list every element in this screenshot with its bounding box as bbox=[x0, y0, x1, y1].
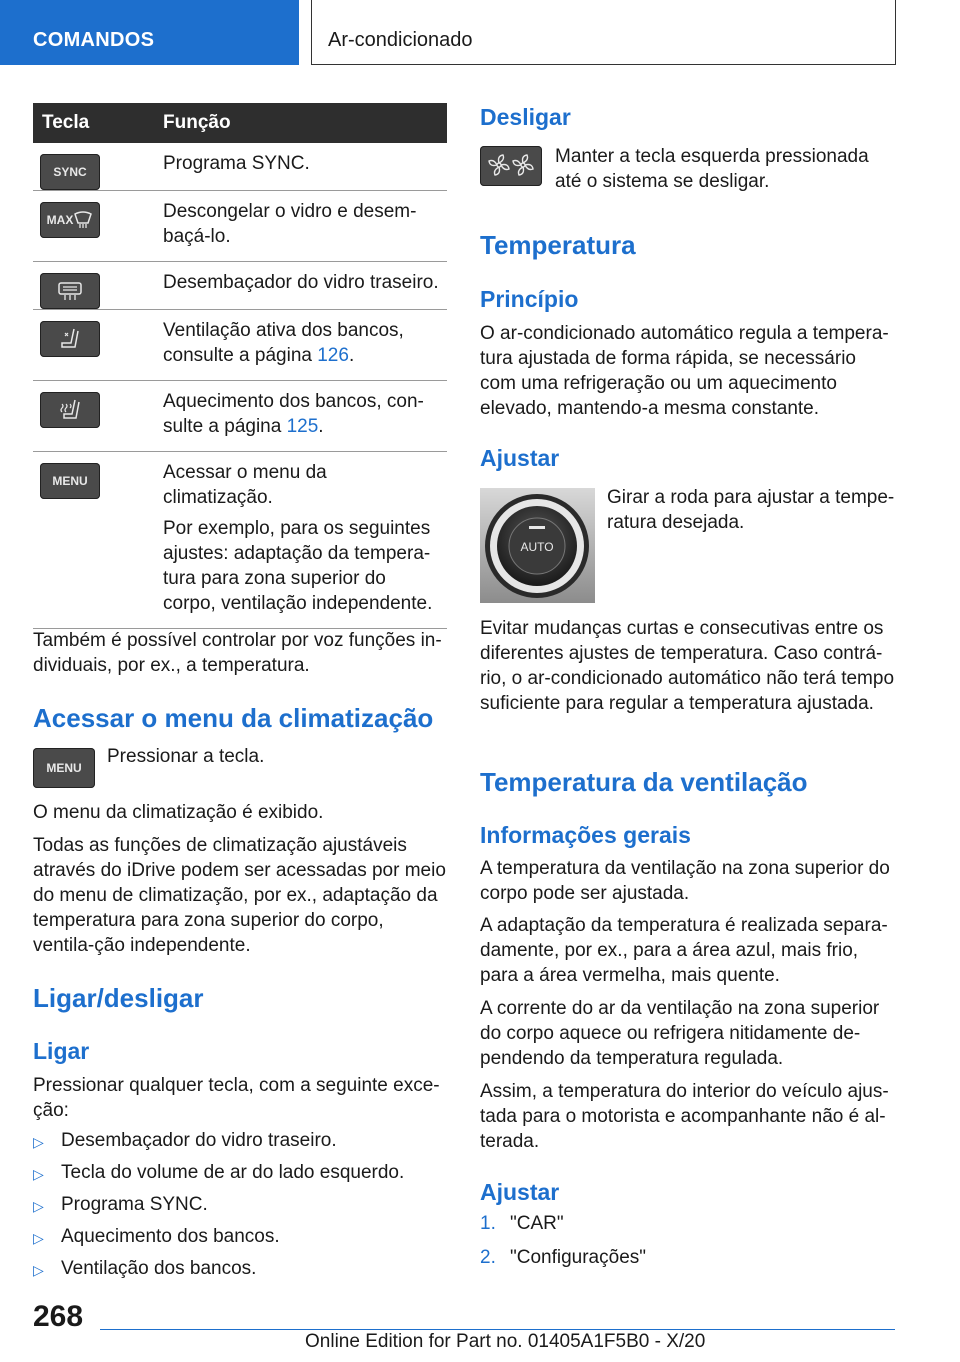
menu-button-icon: MENU bbox=[40, 463, 100, 499]
page-link[interactable]: 125 bbox=[286, 416, 319, 437]
chapter-title: Ar-condicionado bbox=[328, 29, 473, 51]
list-item: ▷ Tecla do volume de ar do lado esquerdo. bbox=[33, 1162, 447, 1194]
table-row bbox=[33, 381, 447, 452]
bullet-icon: ▷ bbox=[33, 1230, 44, 1246]
adjust-text: Girar a roda para ajustar a tempe-ratura desejada. bbox=[607, 487, 895, 533]
menu-press-text: Pressionar a tecla. bbox=[107, 746, 265, 767]
function-text: Descongelar o vidro e desem-baçá-lo. bbox=[163, 201, 417, 247]
list-item: ▷ Programa SYNC. bbox=[33, 1194, 447, 1226]
page-link[interactable]: 126 bbox=[317, 345, 349, 366]
seat-heating-button-icon bbox=[40, 392, 100, 428]
max-defrost-button-icon: MAX bbox=[40, 202, 100, 238]
rear-defrost-button-icon bbox=[40, 273, 100, 309]
function-text: Desembaçador do vidro traseiro. bbox=[163, 272, 439, 293]
menu-button-icon: MENU bbox=[33, 748, 95, 788]
bullet-icon: ▷ bbox=[33, 1134, 44, 1150]
principle-text: O ar-condicionado automático regula a tempera-tura ajustada de forma rápida, se necessário com uma refrigeração ou um aquecimento elevado, mantendo-a mesma constante. bbox=[480, 323, 889, 419]
temperature-heading: Temperatura bbox=[480, 230, 636, 260]
table-row bbox=[33, 310, 447, 381]
seat-ventilation-button-icon bbox=[40, 321, 100, 357]
table-row bbox=[33, 262, 447, 310]
table-row bbox=[33, 452, 447, 629]
on-heading: Ligar bbox=[33, 1038, 90, 1064]
footer-divider bbox=[100, 1329, 895, 1330]
function-text-extra: Por exemplo, para os seguintes ajustes: adaptação da tempera-tura para zona superior do corpo, ventilação independente. bbox=[163, 518, 433, 614]
edition-footer: Online Edition for Part no. 01405A1F5B0 - X/20 bbox=[305, 1331, 706, 1352]
section-tab bbox=[0, 0, 299, 65]
off-heading: Desligar bbox=[480, 104, 571, 130]
function-text: Programa SYNC. bbox=[163, 153, 310, 174]
voice-note: Também é possível controlar por voz funções in-dividuais, por ex., a temperatura. bbox=[33, 630, 442, 676]
function-column-header: Função bbox=[160, 103, 447, 143]
principle-heading: Princípio bbox=[480, 286, 579, 312]
bullet-icon: ▷ bbox=[33, 1262, 44, 1278]
off-text: Manter a tecla esquerda pressionada até o sistema se desligar. bbox=[555, 146, 869, 192]
function-text: Acessar o menu da climatização. bbox=[163, 462, 327, 508]
function-text: Ventilação ativa dos bancos, consulte a página 126. bbox=[163, 320, 404, 366]
temperature-knob-image bbox=[480, 488, 595, 603]
list-item: 1. "CAR" bbox=[480, 1213, 564, 1234]
vent-text-4: Assim, a temperatura do interior do veículo ajus-tada para o motorista e acompanhante não é al-terada. bbox=[480, 1081, 889, 1152]
vent-text-1: A temperatura da ventilação na zona superior do corpo pode ser ajustada. bbox=[480, 858, 890, 904]
menu-heading: Acessar o menu da climatização bbox=[33, 703, 434, 733]
list-item: 2. "Configurações" bbox=[480, 1247, 647, 1268]
fan-off-button-icon bbox=[480, 146, 542, 186]
adjust2-heading: Ajustar bbox=[480, 1179, 560, 1205]
adjust-steps bbox=[480, 1213, 896, 1281]
table-row bbox=[33, 191, 447, 262]
menu-all-text: Todas as funções de climatização ajustáveis através do iDrive podem ser acessadas por meio do menu de climatização, por ex., adaptação da temperatura para zona superior do corpo, ventila-ção independente. bbox=[33, 835, 446, 956]
general-info-heading: Informações gerais bbox=[480, 822, 691, 848]
menu-shown-text: O menu da climatização é exibido. bbox=[33, 802, 324, 823]
knob-label: AUTO bbox=[520, 540, 554, 554]
list-item: ▷ Desembaçador do vidro traseiro. bbox=[33, 1130, 447, 1162]
list-item: ▷ Aquecimento dos bancos. bbox=[33, 1226, 447, 1258]
vent-text-2: A adaptação da temperatura é realizada separa-damente, por ex., para a área azul, mais frio, para a área vermelha, mais quente. bbox=[480, 915, 888, 986]
bullet-icon: ▷ bbox=[33, 1166, 44, 1182]
bullet-icon: ▷ bbox=[33, 1198, 44, 1214]
key-column-header: Tecla bbox=[33, 103, 160, 143]
chapter-tab bbox=[311, 0, 896, 65]
onoff-heading: Ligar/desligar bbox=[33, 983, 204, 1013]
vent-text-3: A corrente do ar da ventilação na zona superior do corpo aquece ou refrigera nitidamente de-pendendo da temperatura regulada. bbox=[480, 998, 880, 1069]
list-item: ▷ Ventilação dos bancos. bbox=[33, 1258, 447, 1290]
function-text: Aquecimento dos bancos, con-sulte a página 125. bbox=[163, 391, 424, 437]
on-text: Pressionar qualquer tecla, com a seguinte exce-ção: bbox=[33, 1075, 440, 1121]
avoid-text: Evitar mudanças curtas e consecutivas entre os diferentes ajustes de temperatura. Caso contrá-rio, o ar-condicionado automático não terá tempo suficiente para regular a temperatura ajustada. bbox=[480, 618, 895, 714]
key-function-table bbox=[33, 103, 447, 629]
page-number: 268 bbox=[33, 1300, 84, 1333]
table-header-row bbox=[33, 103, 447, 143]
sync-button-icon: SYNC bbox=[40, 154, 100, 190]
section-title: COMANDOS bbox=[33, 29, 155, 51]
adjust-heading: Ajustar bbox=[480, 445, 560, 471]
table-row bbox=[33, 143, 447, 191]
vent-temperature-heading: Temperatura da ventilação bbox=[480, 767, 808, 797]
on-exception-list bbox=[33, 1130, 447, 1290]
